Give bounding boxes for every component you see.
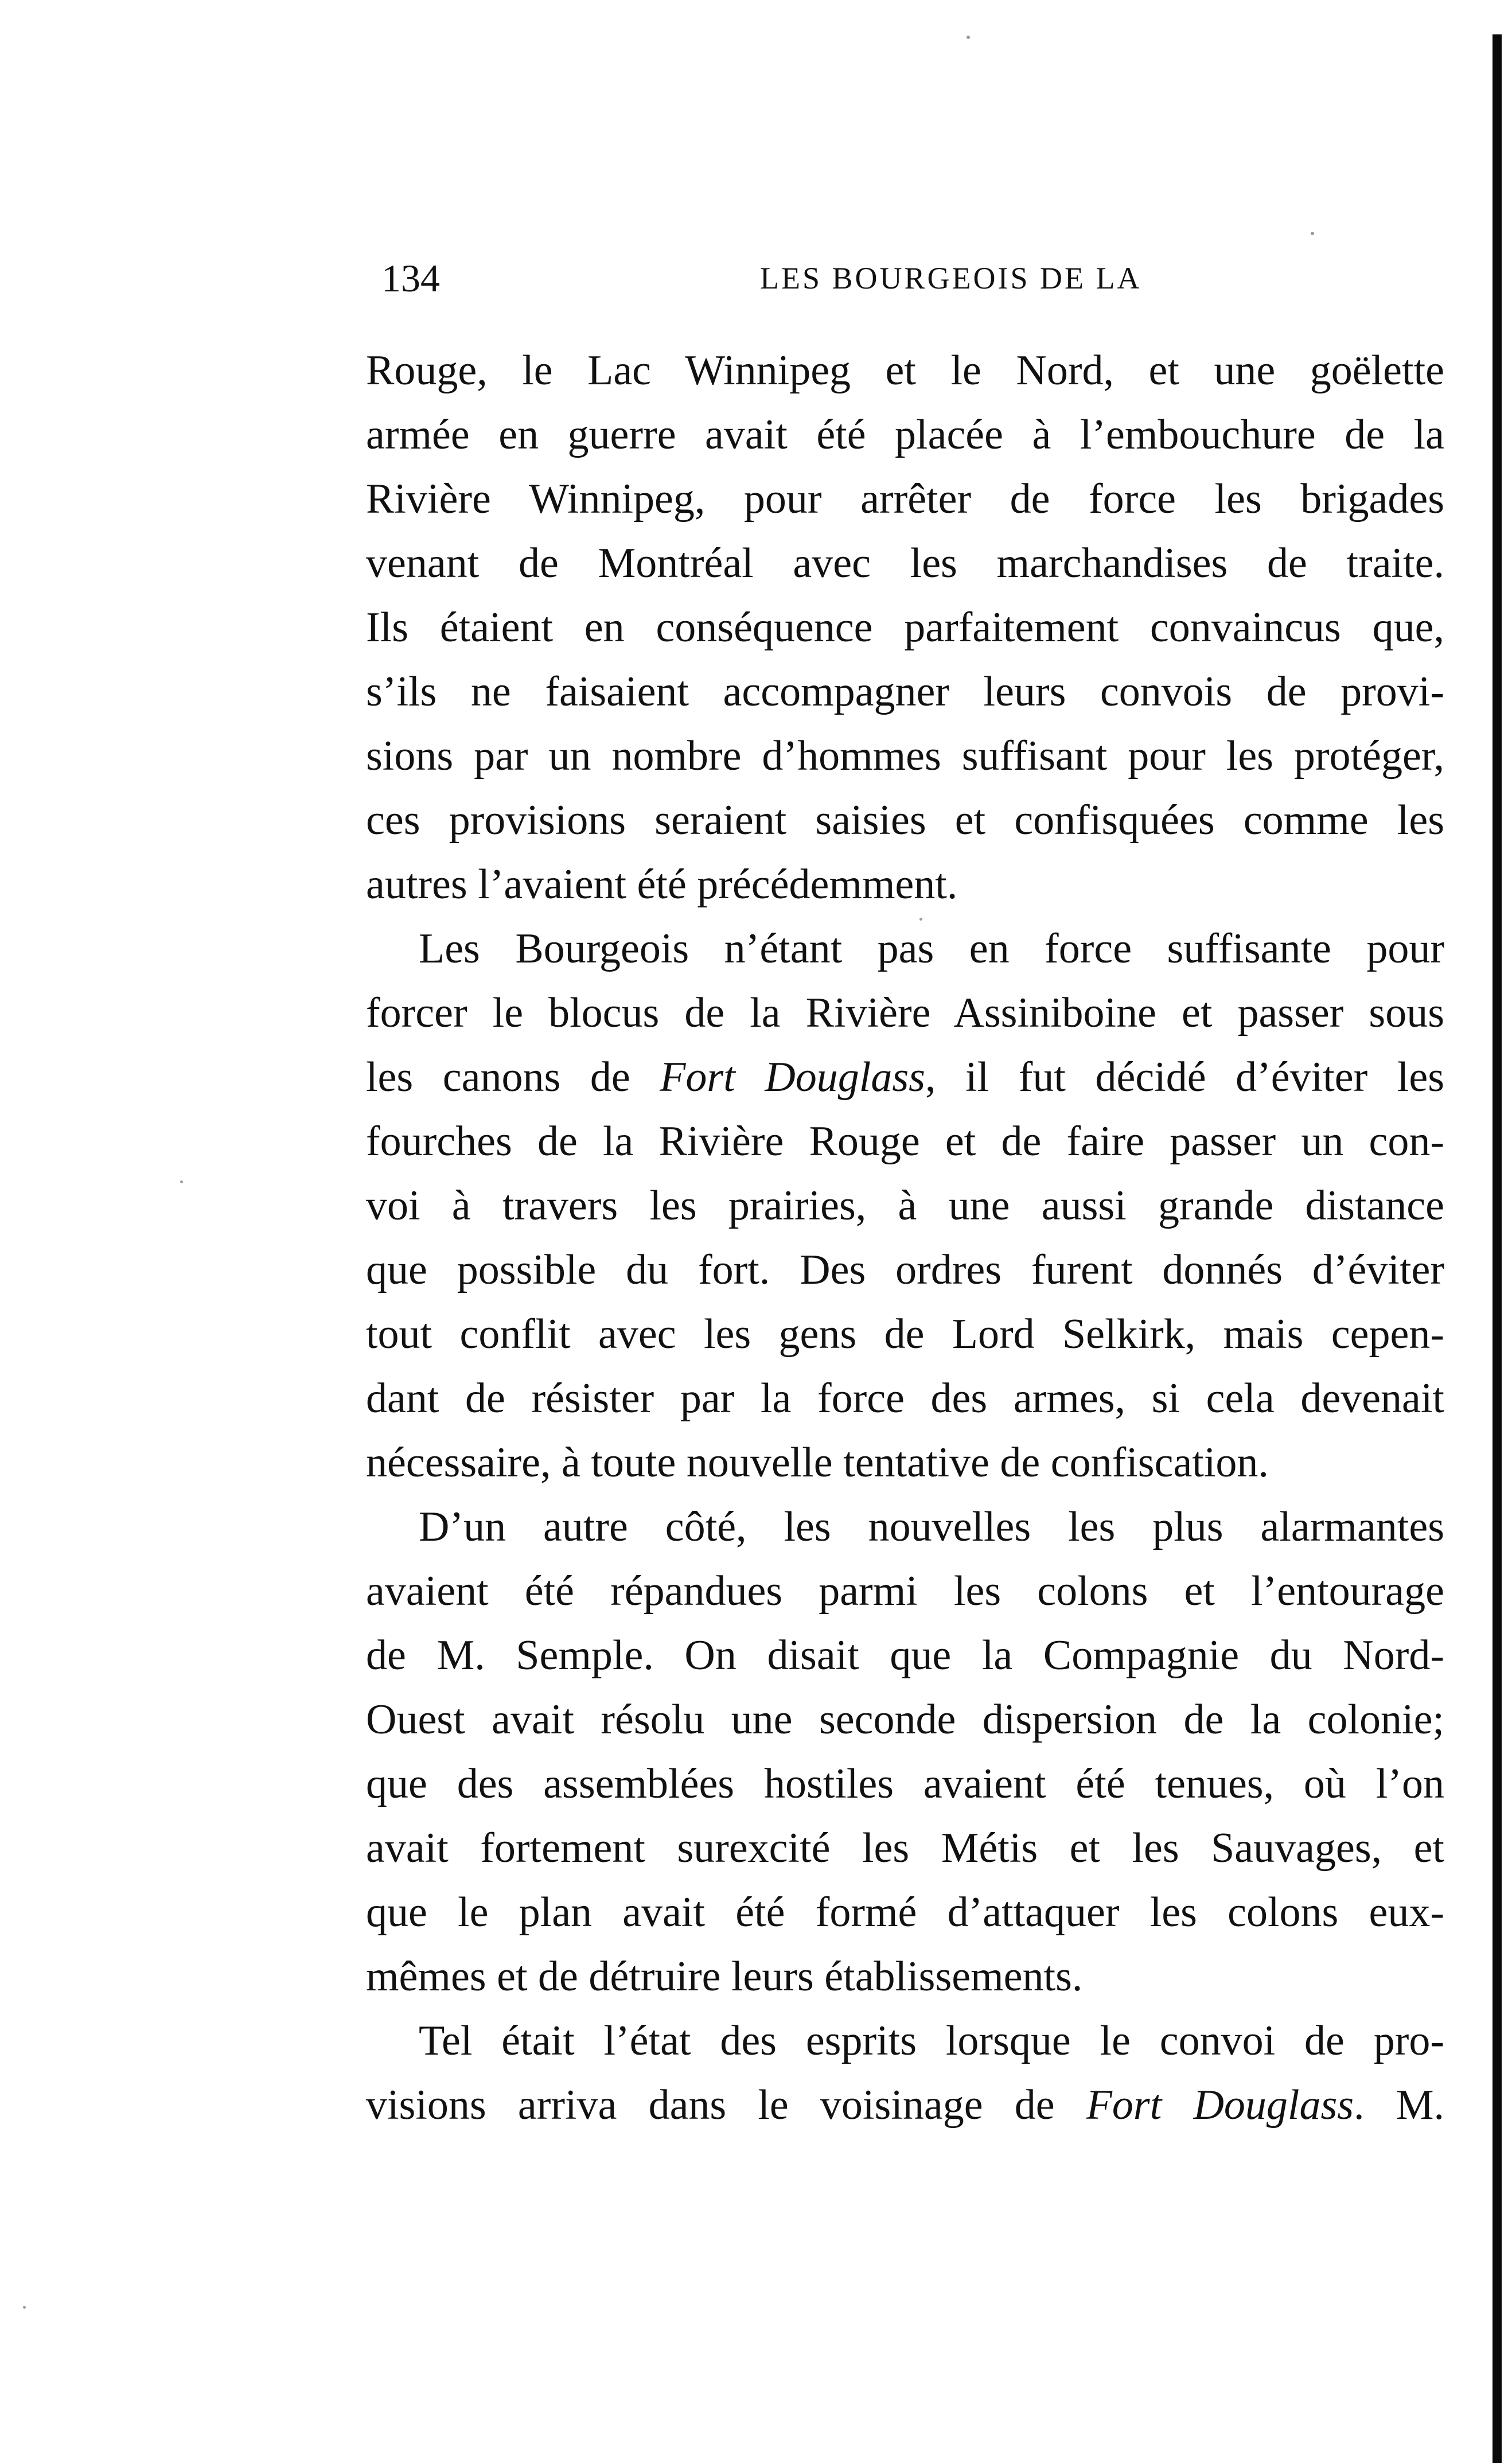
running-head	[381, 252, 1357, 304]
text-line: Ils étaient en conséquence parfaitement convaincus que,	[366, 604, 1444, 651]
italic-place-name: Fort Douglass	[1086, 2082, 1354, 2129]
text-line: avait fortement surexcité les Métis et les Sauvages, et	[366, 1825, 1444, 1872]
text-line: forcer le blocus de la Rivière Assiniboine et passer sous	[366, 989, 1444, 1036]
text-line: Ouest avait résolu une seconde dispersion de la colonie;	[366, 1696, 1444, 1743]
text-line: avaient été répandues parmi les colons et l’entourage	[366, 1568, 1444, 1615]
body-text	[366, 338, 1444, 2137]
paragraph-end-line: autres l’avaient été précédemment.	[366, 861, 958, 908]
running-title: LES BOURGEOIS DE LA	[760, 261, 1142, 295]
text-line: armée en guerre avait été placée à l’embouchure de la	[366, 411, 1444, 458]
paper-speck	[967, 36, 970, 39]
paper-speck	[919, 918, 922, 921]
paragraph-start-line: Tel était l’état des esprits lorsque le convoi de pro-	[419, 2017, 1444, 2064]
text-line: sions par un nombre d’hommes suffisant pour les protéger,	[366, 732, 1444, 780]
paper-speck	[23, 2306, 26, 2309]
text-line: que possible du fort. Des ordres furent donnés d’éviter	[366, 1246, 1444, 1293]
paragraph-end-line: nécessaire, à toute nouvelle tentative de confiscation.	[366, 1439, 1269, 1486]
paper-speck	[180, 1180, 183, 1183]
paper-speck	[1311, 232, 1314, 235]
text-line: Rouge, le Lac Winnipeg et le Nord, et une goëlette	[366, 347, 1444, 394]
paragraph-start-line: Les Bourgeois n’étant pas en force suffisante pour	[419, 925, 1444, 972]
text-line: voi à travers les prairies, à une aussi grande distance	[366, 1182, 1444, 1229]
paragraph-end-line: mêmes et de détruire leurs établissements.	[366, 1953, 1083, 2000]
text-line: de M. Semple. On disait que la Compagnie du Nord-	[366, 1632, 1444, 1679]
text-line: s’ils ne faisaient accompagner leurs convois de provi-	[366, 668, 1444, 715]
text-line: ces provisions seraient saisies et confisquées comme les	[366, 797, 1444, 844]
text-line-with-italic: les canons de Fort Douglass, il fut décidé d’éviter les	[366, 1054, 1445, 1101]
text-line: Rivière Winnipeg, pour arrêter de force les brigades	[366, 476, 1444, 523]
text-line: venant de Montréal avec les marchandises de traite.	[366, 540, 1444, 587]
text-line: dant de résister par la force des armes, si cela devenait	[366, 1375, 1444, 1422]
text-line: que des assemblées hostiles avaient été tenues, où l’on	[366, 1760, 1444, 1807]
binding-edge	[1492, 34, 1502, 2463]
text-line: que le plan avait été formé d’attaquer les colons eux-	[366, 1889, 1444, 1936]
text-line: tout conflit avec les gens de Lord Selkirk, mais cepen-	[366, 1311, 1444, 1358]
text-line-with-italic: visions arriva dans le voisinage de Fort Douglass. M.	[366, 2082, 1445, 2129]
page-number: 134	[381, 256, 440, 300]
paragraph-start-line: D’un autre côté, les nouvelles les plus alarmantes	[419, 1503, 1444, 1550]
italic-place-name: Fort Douglass	[660, 1054, 925, 1101]
text-line: fourches de la Rivière Rouge et de faire passer un con-	[366, 1118, 1444, 1165]
